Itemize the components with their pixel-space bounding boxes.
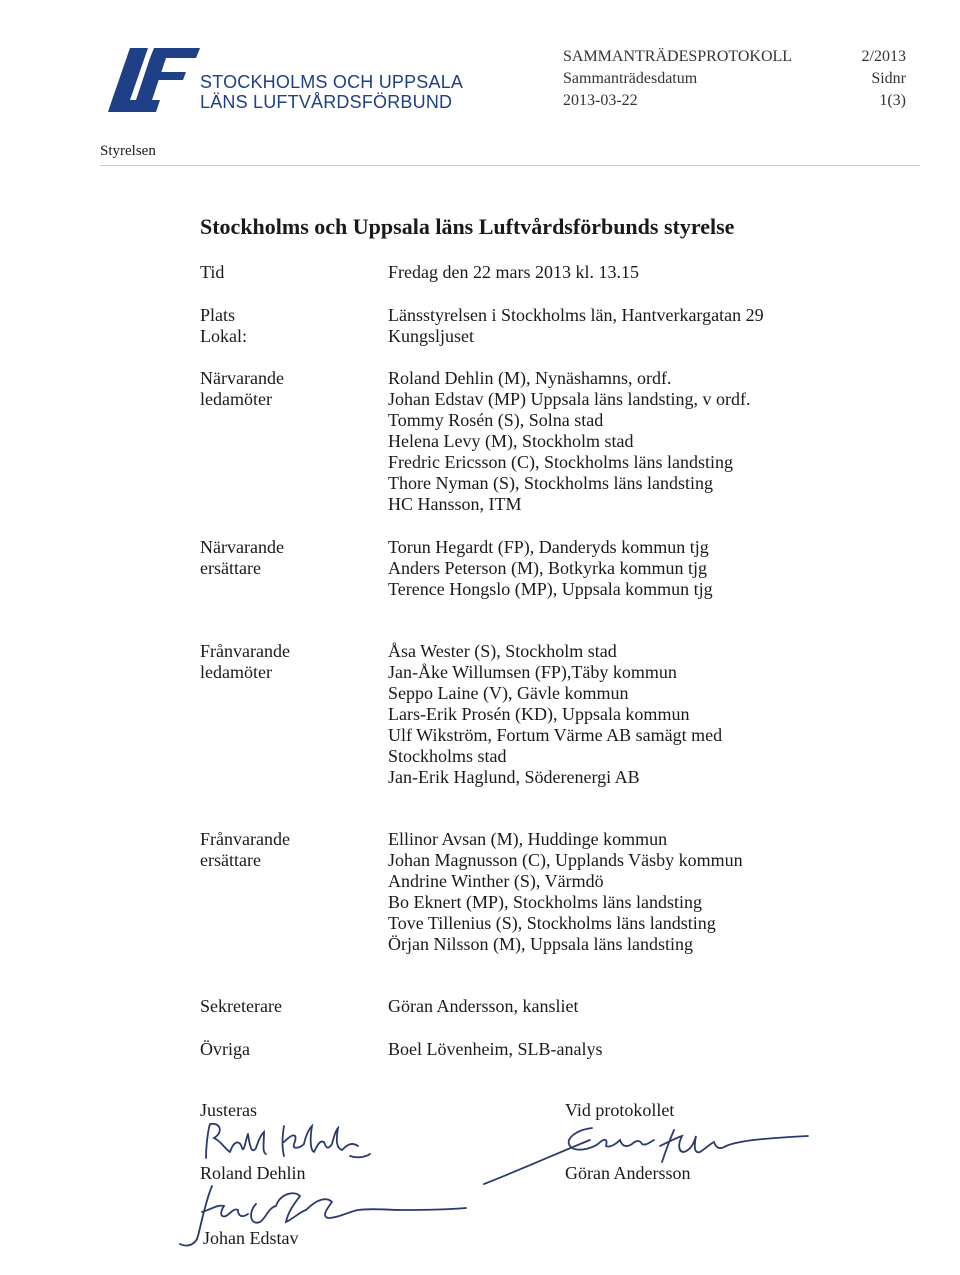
list-item: Tove Tillenius (S), Stockholms läns landsting	[388, 913, 716, 933]
page-title: Stockholms och Uppsala läns Luftvårdsförbunds styrelse	[200, 214, 735, 239]
section-value	[388, 641, 908, 788]
section-label: Sekreterare	[200, 996, 282, 1016]
section-label: Frånvarande ledamöter	[200, 641, 290, 682]
department: Styrelsen	[100, 143, 156, 159]
header-meta-right	[850, 46, 906, 112]
section-value	[388, 996, 908, 1017]
list-item: Thore Nyman (S), Stockholms läns landsting	[388, 473, 713, 493]
section-label: Tid	[200, 262, 225, 282]
justeras-label: Justeras	[200, 1100, 257, 1120]
list-item: Tommy Rosén (S), Solna stad	[388, 410, 604, 430]
list-item: Göran Andersson, kansliet	[388, 996, 579, 1016]
list-item: Länsstyrelsen i Stockholms län, Hantverkargatan 29	[388, 305, 764, 325]
section-label: Övriga	[200, 1039, 250, 1059]
list-item: Boel Lövenheim, SLB-analys	[388, 1039, 603, 1059]
organization-logo	[108, 46, 508, 116]
list-item: Terence Hongslo (MP), Uppsala kommun tjg	[388, 579, 713, 599]
list-item: Anders Peterson (M), Botkyrka kommun tjg	[388, 558, 707, 578]
list-item: Torun Hegardt (FP), Danderyds kommun tjg	[388, 537, 709, 557]
list-item: HC Hansson, ITM	[388, 494, 522, 514]
section-label: Närvarande ledamöter	[200, 368, 284, 409]
list-item: Kungsljuset	[388, 326, 475, 346]
logo-text	[200, 72, 463, 112]
protocol-number: 2/2013	[861, 48, 906, 65]
list-item: Åsa Wester (S), Stockholm stad	[388, 641, 617, 661]
list-item: Lars-Erik Prosén (KD), Uppsala kommun	[388, 704, 690, 724]
list-item: Andrine Winther (S), Värmdö	[388, 871, 604, 891]
header-divider	[100, 165, 920, 166]
section-label: Närvarande ersättare	[200, 537, 284, 578]
list-item: Roland Dehlin (M), Nynäshamns, ordf.	[388, 368, 672, 388]
list-item: Helena Levy (M), Stockholm stad	[388, 431, 634, 451]
section-value	[388, 262, 908, 283]
list-item: Örjan Nilsson (M), Uppsala läns landsting	[388, 934, 693, 954]
section-label: Frånvarande ersättare	[200, 829, 290, 870]
list-item: Fredag den 22 mars 2013 kl. 13.15	[388, 262, 639, 282]
page-number: 1(3)	[879, 92, 906, 109]
signatory-name-1: Roland Dehlin	[200, 1163, 306, 1183]
list-item: Ulf Wikström, Fortum Värme AB samägt med	[388, 725, 723, 745]
list-item: Stockholms stad	[388, 746, 507, 766]
roland-dehlin-signature-icon	[200, 1118, 380, 1164]
protocol-label: Vid protokollet	[565, 1100, 675, 1120]
meeting-date: 2013-03-22	[563, 92, 638, 109]
list-item: Jan-Erik Haglund, Söderenergi AB	[388, 767, 640, 787]
list-item: Seppo Laine (V), Gävle kommun	[388, 683, 629, 703]
section-value	[388, 537, 908, 600]
section-value	[388, 829, 908, 955]
section-label: Plats Lokal:	[200, 305, 247, 346]
logo-line-2: LÄNS LUFTVÅRDSFÖRBUND	[200, 92, 453, 112]
logo-line-1: STOCKHOLMS OCH UPPSALA	[200, 72, 464, 92]
list-item: Ellinor Avsan (M), Huddinge kommun	[388, 829, 668, 849]
list-item: Johan Magnusson (C), Upplands Väsby kommun	[388, 850, 743, 870]
list-item: Jan-Åke Willumsen (FP),Täby kommun	[388, 662, 677, 682]
signatory-name-2: Johan Edstav	[203, 1228, 299, 1248]
lf-logo-mark-icon	[108, 46, 200, 112]
list-item: Johan Edstav (MP) Uppsala läns landsting, v ordf.	[388, 389, 751, 409]
section-value	[388, 1039, 908, 1060]
section-value	[388, 305, 908, 347]
protocol-signatory-name: Göran Andersson	[565, 1163, 691, 1183]
list-item: Bo Eknert (MP), Stockholms läns landsting	[388, 892, 702, 912]
doc-type: SAMMANTRÄDESPROTOKOLL	[563, 48, 793, 65]
header-meta-left	[563, 46, 792, 112]
list-item: Fredric Ericsson (C), Stockholms läns landsting	[388, 452, 733, 472]
page-label: Sidnr	[871, 70, 906, 87]
date-label: Sammanträdesdatum	[563, 70, 698, 87]
section-value	[388, 368, 908, 515]
